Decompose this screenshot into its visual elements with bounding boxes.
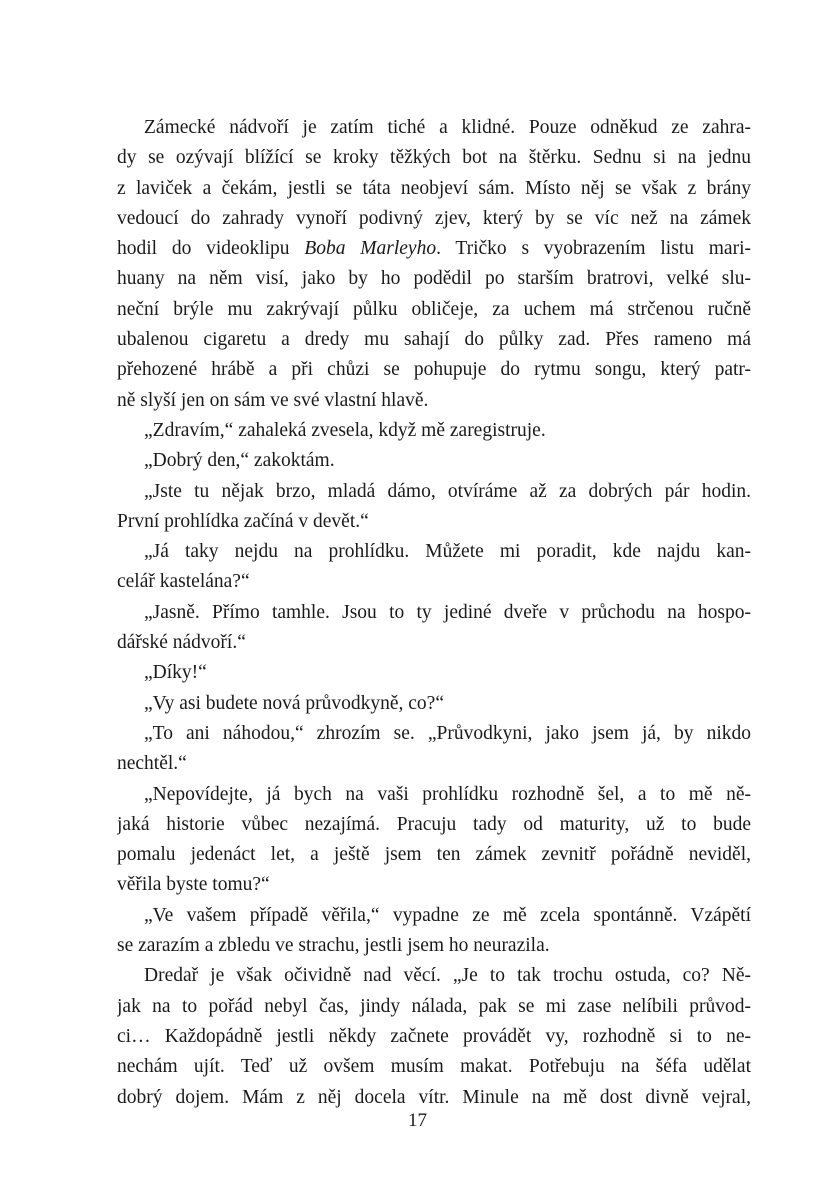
text-line: „Jasně. Přímo tamhle. Jsou to ty jediné dveře v průchodu na hospo- xyxy=(144,601,751,623)
text-line: nechtěl.“ xyxy=(117,753,187,775)
text-line: celář kastelána?“ xyxy=(117,571,250,593)
text-line: Dredař je však očividně nad věcí. „Je to tak trochu ostuda, co? Ně- xyxy=(144,965,751,987)
text-line: věřila byste tomu?“ xyxy=(117,874,270,896)
text-line: „To ani náhodou,“ zhrozím se. „Průvodkyni, jako jsem já, by nikdo xyxy=(144,722,751,744)
text-line: „Nepovídejte, já bych na vaši prohlídku rozhodně šel, a to mě ně- xyxy=(144,783,751,805)
text-line: pomalu jedenáct let, a ještě jsem ten zámek zevnitř pořádně neviděl, xyxy=(117,844,751,866)
text-line: neční brýle mu zakrývají půlku obličeje, za uchem má strčenou ručně xyxy=(117,298,751,320)
text-line: huany na něm visí, jako by ho podědil po starším bratrovi, velké slu- xyxy=(117,268,751,290)
text-line: „Dobrý den,“ zakoktám. xyxy=(144,450,335,472)
text-line: se zarazím a zbledu ve strachu, jestli jsem ho neurazila. xyxy=(117,935,550,957)
text-line: První prohlídka začíná v devět.“ xyxy=(117,510,369,532)
text-line: „Díky!“ xyxy=(144,662,207,684)
text-line: dy se ozývají blížící se kroky těžkých bot na štěrku. Sednu si na jednu xyxy=(117,147,751,169)
text-line: „Ve vašem případě věřila,“ vypadne ze mě zcela spontánně. Vzápětí xyxy=(144,904,751,926)
text-line: dobrý dojem. Mám z něj docela vítr. Minule na mě dost divně vejral, xyxy=(117,1086,751,1108)
text-line: ubalenou cigaretu a dredy mu sahají do půlky zad. Přes rameno má xyxy=(117,329,751,351)
body-text xyxy=(117,113,751,1113)
text-line: nechám ujít. Teď už ovšem musím makat. Potřebuju na šéfa udělat xyxy=(117,1056,751,1078)
text-line: přehozené hrábě a při chůzi se pohupuje do rytmu songu, který patr- xyxy=(117,359,751,381)
text-line: z laviček a čekám, jestli se táta neobjeví sám. Místo něj se však z brány xyxy=(117,177,751,199)
text-line: Zámecké nádvoří je zatím tiché a klidné. Pouze odněkud ze zahra- xyxy=(144,117,751,138)
text-line: „Já taky nejdu na prohlídku. Můžete mi poradit, kde najdu kan- xyxy=(144,541,751,563)
text-line: ci… Každopádně jestli někdy začnete provádět vy, rozhodně si to ne- xyxy=(117,1025,751,1047)
text-line: „Zdravím,“ zahaleká zvesela, když mě zaregistruje. xyxy=(144,419,546,441)
text-line: jaká historie vůbec nezajímá. Pracuju tady od maturity, už to bude xyxy=(117,813,751,835)
text-line: jak na to pořád nebyl čas, jindy nálada, pak se mi zase nelíbili průvod- xyxy=(117,995,751,1017)
page-number: 17 xyxy=(408,1110,427,1131)
text-line: „Vy asi budete nová průvodkyně, co?“ xyxy=(144,692,444,714)
text-line: „Jste tu nějak brzo, mladá dámo, otvíráme až za dobrých pár hodin. xyxy=(144,480,751,502)
text-line: ně slyší jen on sám ve své vlastní hlavě. xyxy=(117,389,429,411)
text-line: hodil do videoklipu Boba Marleyho. Tričko s vyobrazením listu mari- xyxy=(117,238,751,260)
text-line: dářské nádvoří.“ xyxy=(117,632,246,654)
text-line: vedoucí do zahrady vynoří podivný zjev, který by se víc než na zámek xyxy=(117,207,751,229)
